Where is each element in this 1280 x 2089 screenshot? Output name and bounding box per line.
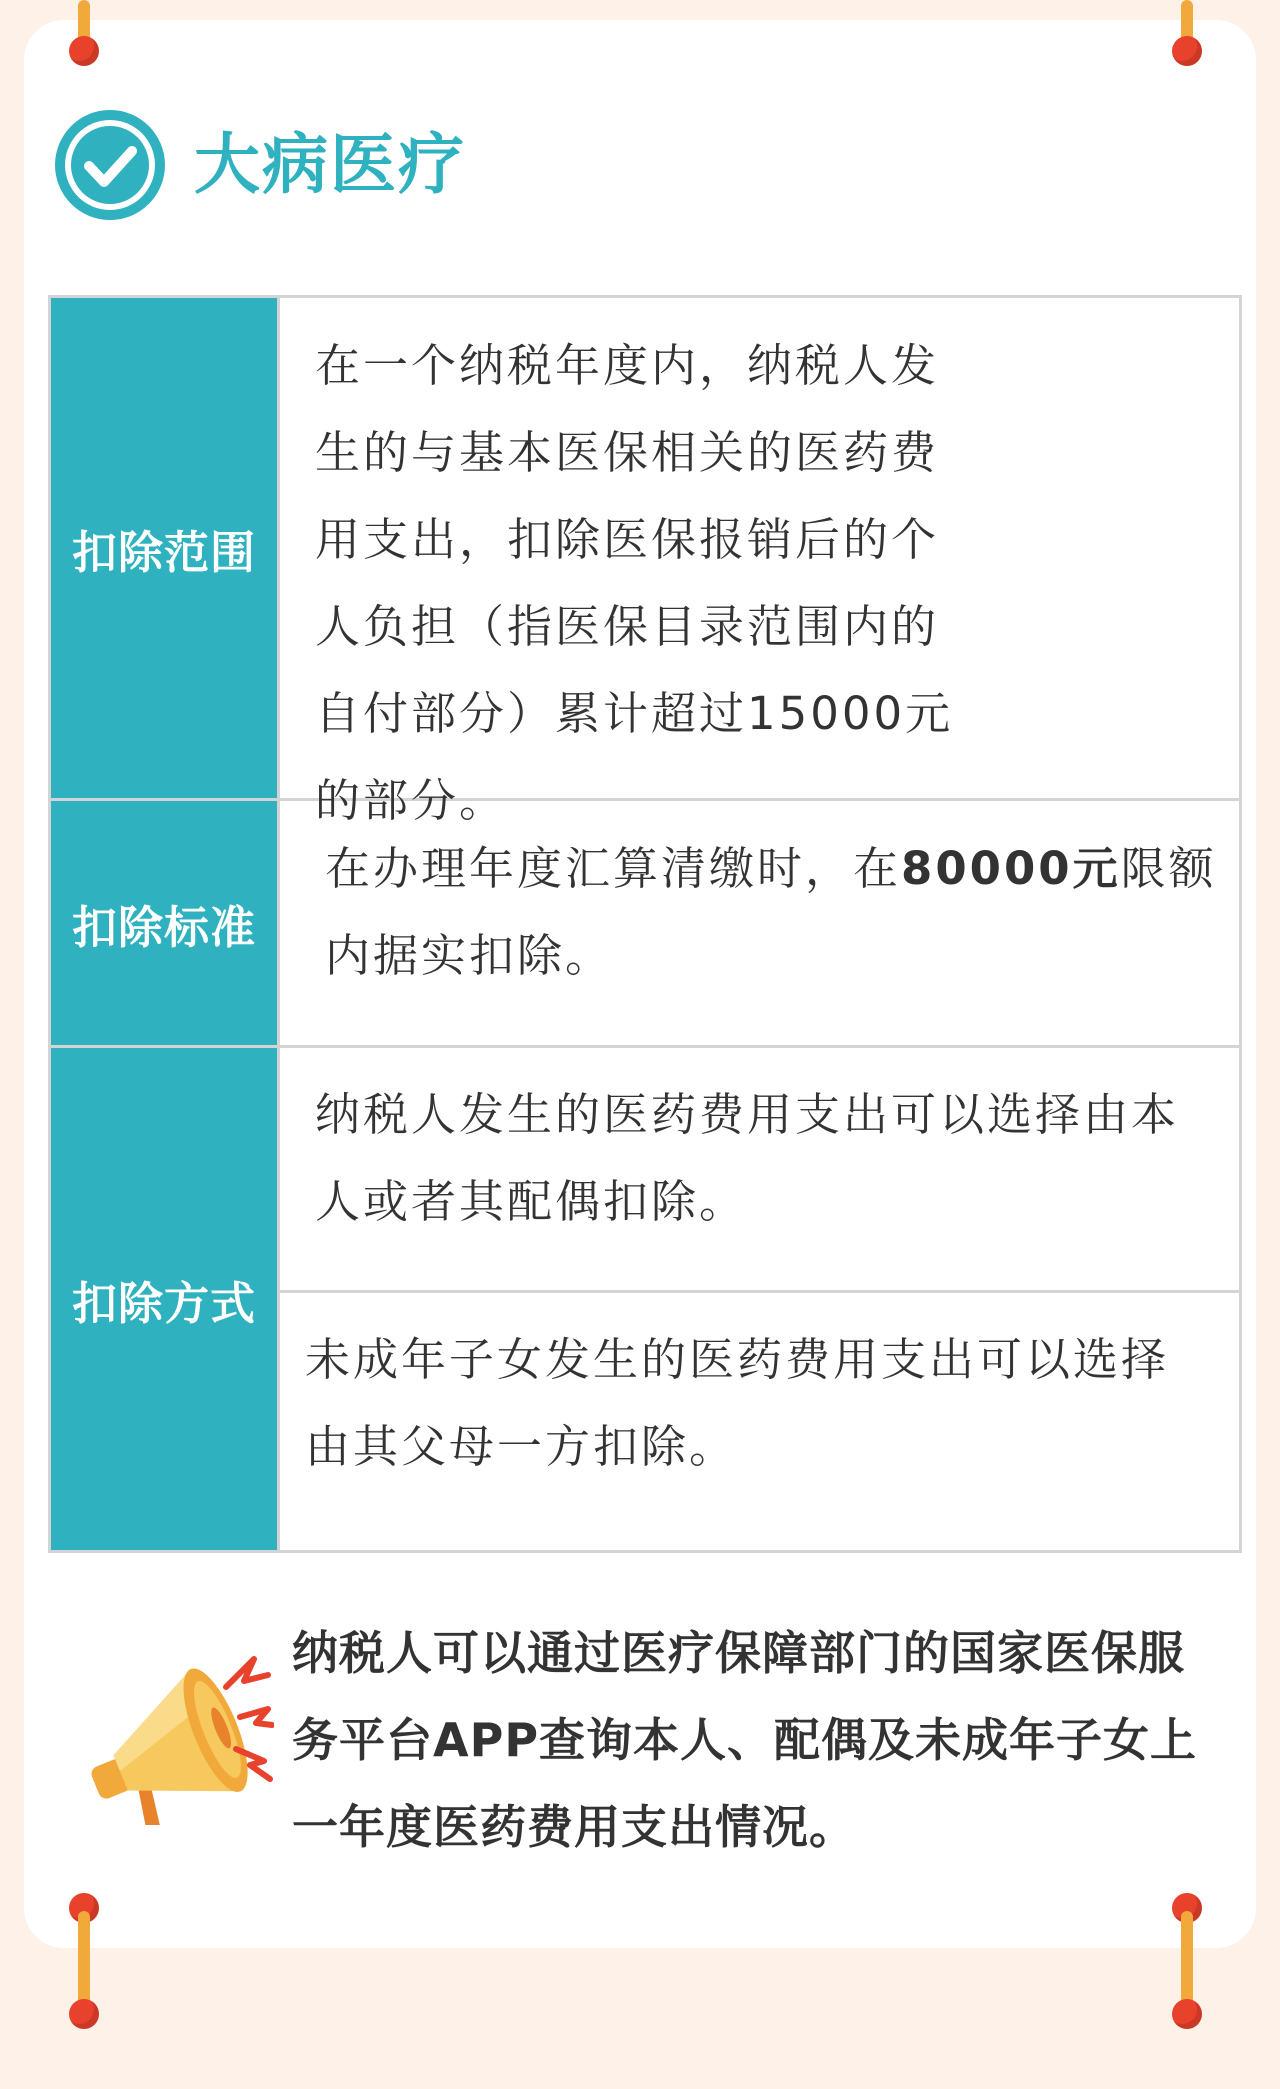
check-circle-icon: [52, 107, 168, 223]
section-header: [52, 105, 466, 225]
table-column-divider: [277, 298, 280, 1550]
row-label-method: 扣除方式: [51, 1048, 277, 1550]
standard-limit-amount: 80000元: [901, 842, 1121, 895]
table-row-divider: [277, 1045, 1242, 1048]
method-text-children: 未成年子女发生的医药费用支出可以选择由其父母一方扣除。: [305, 1333, 1170, 1473]
row-label-scope: 扣除范围: [51, 298, 277, 798]
notice-text: 纳税人可以通过医疗保障部门的国家医保服务平台APP查询本人、配偶及未成年子女上一年度医药费用支出情况。: [292, 1626, 1198, 1854]
table-row-divider: [277, 1290, 1242, 1293]
section-title: 大病医疗: [194, 126, 466, 203]
standard-text: [325, 825, 1225, 999]
method-text-spouse: 纳税人发生的医药费用支出可以选择由本人或者其配偶扣除。: [315, 1088, 1180, 1228]
scope-text: 在一个纳税年度内，纳税人发生的与基本医保相关的医药费用支出，扣除医保报销后的个人负担（指医保目录范围内的自付部分）累计超过15000元的部分。: [315, 339, 954, 827]
row-label-standard: 扣除标准: [51, 801, 277, 1045]
standard-text-part: 在办理年度汇算清缴时，在: [325, 842, 902, 895]
megaphone-icon: [64, 1645, 274, 1825]
standard-text-part: 限额内据实扣除。: [325, 842, 1217, 982]
deduction-table: [48, 295, 1242, 1553]
